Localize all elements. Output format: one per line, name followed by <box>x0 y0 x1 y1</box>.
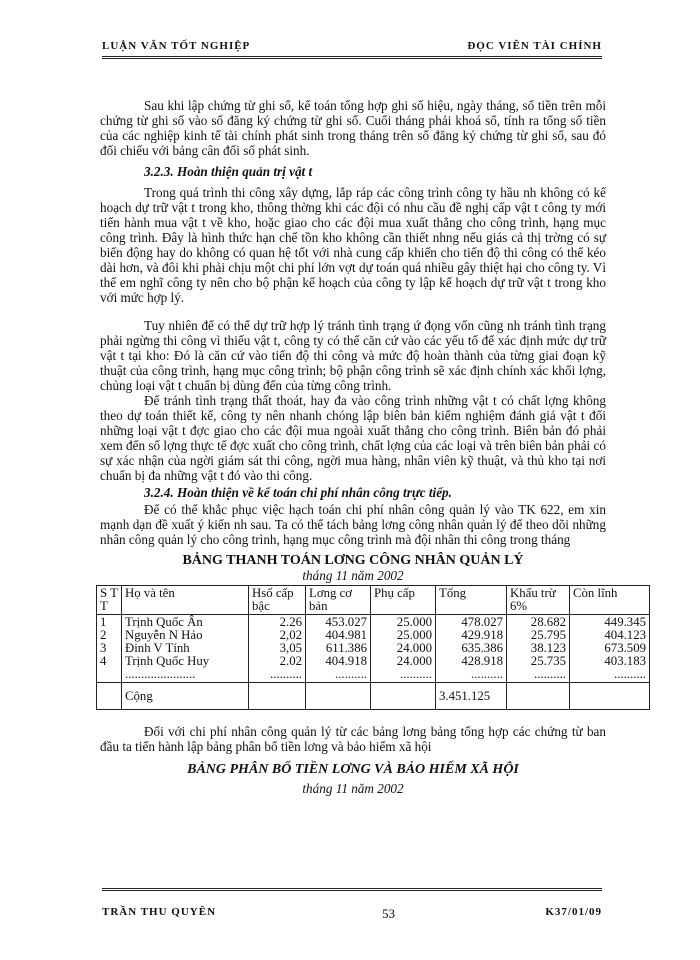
paragraph: Tuy nhiên để có thể dự trữ hợp lý tránh tình trạng ứ đọng vốn cũng nh tránh tình trạng phải ngừng thi công vì thiếu vật t, công ty có thể căn cứ vào các yếu tố để xác định mức dự trữ vật t tại kho: Đó là căn cứ vào tiến độ thi công và mức độ hoàn thành của từng giai đoạn kỹ thuật của công trình, hạng mục công trình; bộ phận công trình sẽ xác định chính xác khối lợng, chủng loại vật t chuẩn bị dùng đến của từng công trình. <box>100 318 606 393</box>
paragraph: Để tránh tình trạng thất thoát, hay đa vào công trình những vật t có chất lợng không theo dự toán thiết kế, công ty nên nhanh chóng lập biên bản kiểm nghiệm đánh giá vật t đối những loại vật t đợc giao cho các đội mua ngoài xuất thẳng cho công trình. Biên bản đó phải xem đến số lợng thực tế đợc xuất cho công trình, chất lợng của các loại và trên biên bản phải có sự xác nhận của ngời giám sát thi công, ngời mua hàng, nhân viên kỹ thuật, và thủ kho tại nơi chuẩn bị đa những vật t đó vào thi công. <box>100 393 606 483</box>
table-subtitle: tháng 11 năm 2002 <box>302 781 404 796</box>
table-subtitle: tháng 11 năm 2002 <box>302 568 404 583</box>
cell-name: Trịnh Quốc Ân Nguyễn N Hảo Đinh V Tính Trịnh Quốc Huy ...................... <box>122 615 249 683</box>
cell <box>371 683 436 710</box>
cell-stt: 1 2 3 4 <box>97 615 122 683</box>
page-number: 53 <box>382 906 395 921</box>
cell <box>97 683 122 710</box>
header-left: LUẬN VĂN TỐT NGHIỆP <box>102 40 251 52</box>
table-title: BẢNG PHÂN BỔ TIỀN LƠNG VÀ BẢO HIỂM XÃ HỘI <box>187 762 519 777</box>
cell-deduct: 28.682 25.795 38.123 25.735 .......... <box>507 615 570 683</box>
cell <box>249 683 306 710</box>
cell-coef: 2.26 2,02 3,05 2.02 .......... <box>249 615 306 683</box>
table-title: BẢNG THANH TOÁN LƠNG CÔNG NHÂN QUẢN LÝ <box>182 553 524 568</box>
header-right: ĐỌC VIÊN TÀI CHÍNH <box>467 40 602 52</box>
col-header: S T T <box>97 586 122 615</box>
salary-table <box>96 585 650 710</box>
page-body <box>100 98 646 798</box>
section-heading: 3.2.4. Hoàn thiện về kế toán chi phí nhân công trực tiếp. <box>144 485 452 500</box>
cell-allowance: 25.000 25.000 24.000 24.000 .......... <box>371 615 436 683</box>
footer-right: K37/01/09 <box>545 906 602 918</box>
table-header-row <box>97 586 650 615</box>
cell <box>570 683 650 710</box>
table-row <box>97 615 650 683</box>
paragraph: Đối với chi phí nhân công quản lý từ các bảng lơng bảng tổng hợp các chứng từ ban đầu ta tiến hành lập bảng phân bổ tiền lơng và bảo hiểm xã hội <box>100 724 606 754</box>
col-header: Lơng cơ bản <box>306 586 371 615</box>
table-total-row <box>97 683 650 710</box>
col-header: Họ và tên <box>122 586 249 615</box>
paragraph: Trong quá trình thi công xây dựng, lắp ráp các công trình công ty hầu nh không có kế hoạch dự trữ vật t trong kho, thông thờng khi các đội có nhu cầu đề nghị cấp vật t công ty mới tiến hành mua vật t về kho, hoặc giao cho các đội mua xuất thẳng cho công trình, hạng mục công trình. Đây là hình thức hạn chế tồn kho không cần thiết nhng nếu giás cả thị trờng có sự biến động hay do không có quan hệ tốt với nhà cung cấp khiến cho tiến độ thi công có thể kéo dài hơn, và đôi khi phải chịu một chi phí lớn vợt dự toán quá nhiều gây thiệt hại cho công ty. Vì thế em nghĩ công ty nên cho bộ phận kế hoạch của công ty lập kế hoạch dự trữ vật t trong kho với mức hợp lý. <box>100 185 606 305</box>
cell-net: 449.345 404.123 673.509 403.183 .......... <box>570 615 650 683</box>
paragraph: Sau khi lập chứng từ ghi sổ, kế toán tổng hợp ghi số hiệu, ngày tháng, số tiền trên mỗi chứng từ ghi sổ vào sổ đăng ký chứng từ ghi sổ. Cuối tháng phải khoá sổ, tính ra tổng số tiền của các nghiệp kinh tế tài chính phát sinh trong tháng trên sổ đăng ký chứng từ ghi sổ, sau đó đối chiếu với bảng cân đối số phát sinh. <box>100 98 606 158</box>
paragraph: Để có thể khắc phục việc hạch toán chi phí nhân công quản lý vào TK 622, em xin mạnh dạn đề xuất ý kiến nh sau. Ta có thể tách bảng lơng công nhân quản lý để theo dõi những nhân công quản lý cho công trình, hạng mục công trình mà đội nhân thi công trong tháng <box>100 502 606 547</box>
cell-base: 453.027 404.981 611.386 404.918 .......... <box>306 615 371 683</box>
cell <box>306 683 371 710</box>
cell-total: 478.027 429.918 635.386 428.918 .......... <box>436 615 507 683</box>
col-header: Khấu trừ 6% <box>507 586 570 615</box>
col-header: Phụ cấp <box>371 586 436 615</box>
cell-total-label: Cộng <box>122 683 249 710</box>
col-header: Tổng <box>436 586 507 615</box>
col-header: Hsố cấp bậc <box>249 586 306 615</box>
col-header: Còn lĩnh <box>570 586 650 615</box>
cell <box>507 683 570 710</box>
footer-rule <box>102 888 602 891</box>
header-rule <box>102 56 602 59</box>
footer-left: TRẦN THU QUYÊN <box>102 906 217 918</box>
cell-grand-total: 3.451.125 <box>436 683 507 710</box>
section-heading: 3.2.3. Hoàn thiện quản trị vật t <box>144 164 313 179</box>
